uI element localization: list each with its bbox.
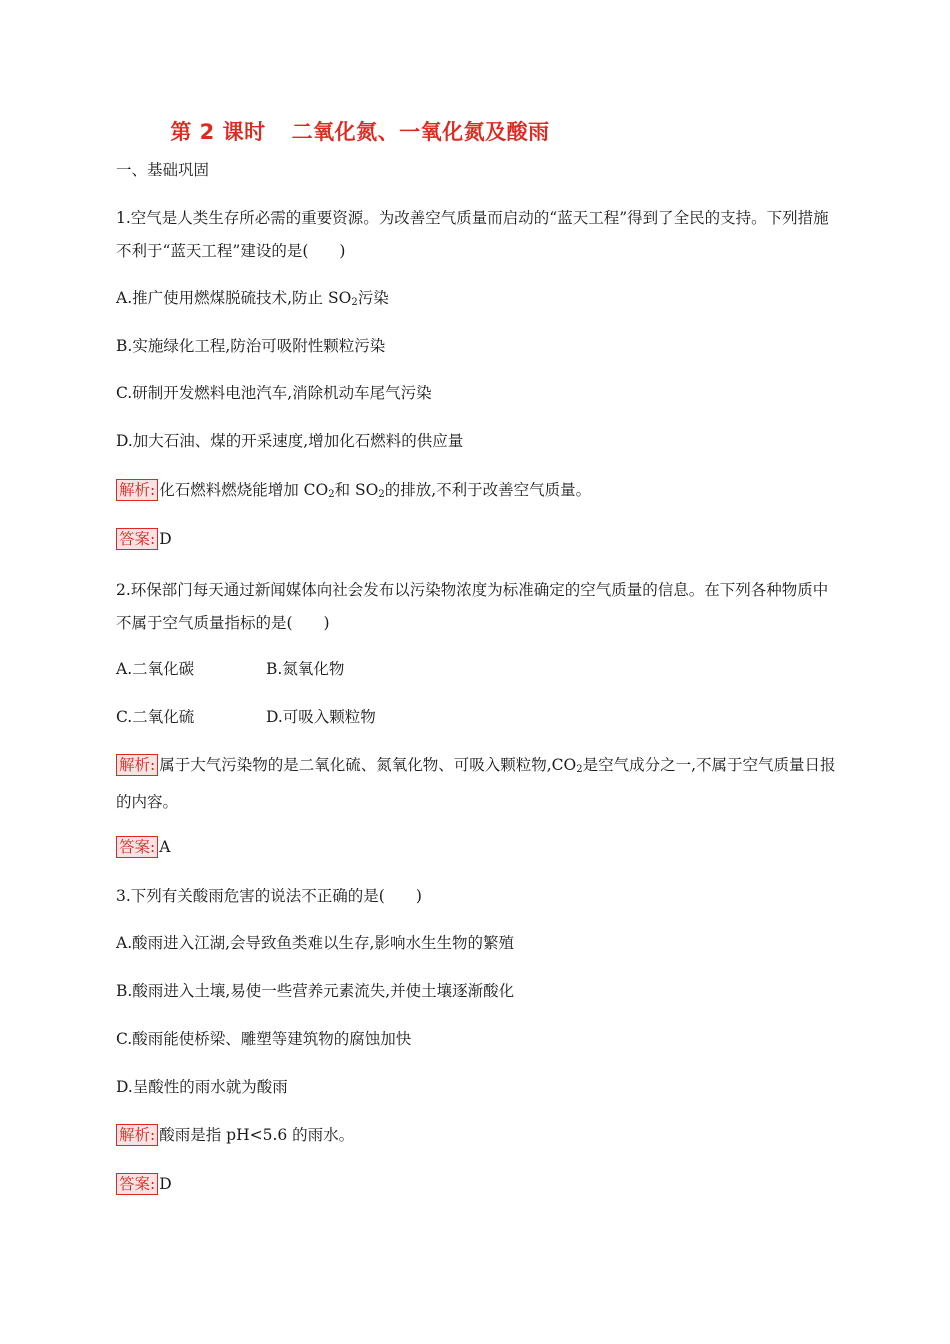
question-1-option-b: B.实施绿化工程,防治可吸附性颗粒污染 <box>116 337 386 355</box>
analysis-tag: 解析: <box>116 1124 158 1146</box>
answer-tag: 答案: <box>116 836 158 858</box>
question-2-options-row-1 <box>116 658 344 680</box>
question-2-option-a: A.二氧化碳 <box>116 660 195 678</box>
answer-value: D <box>159 530 172 548</box>
question-3-analysis: 解析: 酸雨是指 pH<5.6 的雨水。 <box>116 1124 354 1146</box>
question-1-stem: 1.空气是人类生存所必需的重要资源。为改善空气质量而启动的“蓝天工程”得到了全民的支持。下列措施不利于“蓝天工程”建设的是( ) <box>116 209 829 260</box>
question-2-option-d: D.可吸入颗粒物 <box>266 708 376 726</box>
question-3-option-c: C.酸雨能使桥梁、雕塑等建筑物的腐蚀加快 <box>116 1030 412 1048</box>
question-3-answer <box>116 1173 172 1195</box>
analysis-tag: 解析: <box>116 479 158 501</box>
question-1-option-c: C.研制开发燃料电池汽车,消除机动车尾气污染 <box>116 384 432 402</box>
question-1-option-d: D.加大石油、煤的开采速度,增加化石燃料的供应量 <box>116 432 464 450</box>
question-2-option-b: B.氮氧化物 <box>266 660 345 678</box>
answer-value: D <box>159 1175 172 1193</box>
analysis-tag: 解析: <box>116 754 158 776</box>
question-2-stem: 2.环保部门每天通过新闻媒体向社会发布以污染物浓度为标准确定的空气质量的信息。在下列各种物质中不属于空气质量指标的是( ) <box>116 581 829 632</box>
question-3-option-a: A.酸雨进入江湖,会导致鱼类难以生存,影响水生生物的繁殖 <box>116 934 514 952</box>
question-3-option-d: D.呈酸性的雨水就为酸雨 <box>116 1078 288 1096</box>
question-3-option-b: B.酸雨进入土壤,易使一些营养元素流失,并使土壤逐渐酸化 <box>116 982 515 1000</box>
answer-tag: 答案: <box>116 528 158 550</box>
question-1-option-a: A.推广使用燃煤脱硫技术,防止 $SO_2$污染 <box>116 289 389 308</box>
answer-tag: 答案: <box>116 1173 158 1195</box>
page-title <box>0 116 720 146</box>
question-2-analysis: 解析: 属于大气污染物的是二氧化硫、氮氧化物、可吸入颗粒物$,CO_2$是空气成分之一,不属于空气质量日报的内容。 <box>116 756 836 811</box>
title-lesson: 第 2 课时 <box>170 120 266 144</box>
question-2-answer <box>116 836 170 858</box>
question-2-options-row-2 <box>116 706 376 728</box>
question-2-option-c: C.二氧化硫 <box>116 708 195 726</box>
question-1-analysis: 解析: 化石燃料燃烧能增加 $CO_2$和 $SO_2$的排放,不利于改善空气质量。 <box>116 479 591 506</box>
question-3-stem: 3.下列有关酸雨危害的说法不正确的是( ) <box>116 887 422 905</box>
title-topic: 二氧化氮、一氧化氮及酸雨 <box>291 120 550 144</box>
answer-value: A <box>159 838 171 856</box>
question-1-answer <box>116 528 172 550</box>
section-heading: 一、基础巩固 <box>116 161 210 179</box>
